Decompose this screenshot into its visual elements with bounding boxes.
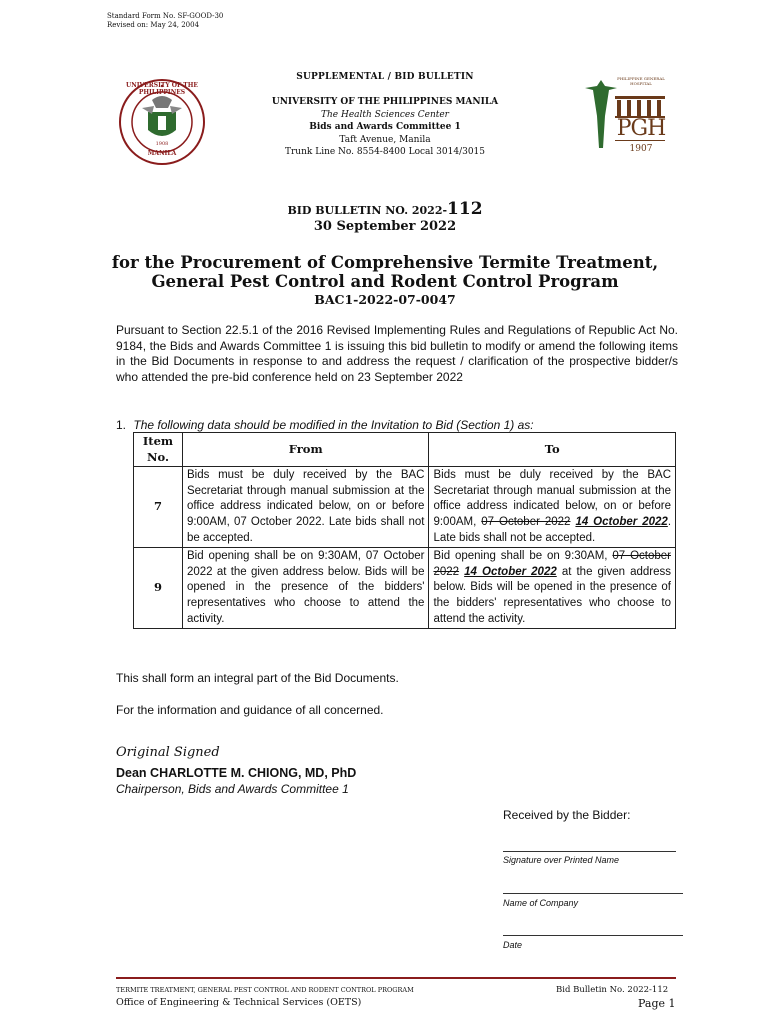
to-text-after: . Late bids shall not be accepted. bbox=[433, 515, 672, 544]
project-title-line1: for the Procurement of Comprehensive Termite Treatment, bbox=[111, 253, 659, 272]
closing-line-1: This shall form an integral part of the Bid Documents. bbox=[116, 671, 399, 685]
university-name: UNIVERSITY OF THE PHILIPPINES MANILA bbox=[271, 97, 499, 107]
footer-rule bbox=[116, 977, 676, 979]
signature-line bbox=[503, 851, 676, 852]
original-signed: Original Signed bbox=[116, 745, 220, 760]
signatory-title: Chairperson, Bids and Awards Committee 1 bbox=[116, 782, 349, 796]
pgh-top-text: PHILIPPINE GENERAL HOSPITAL bbox=[617, 76, 665, 86]
to-text-after: at the given address below. Bids will be opened in the presence of the bidders' representatives who choose to attend the activity. bbox=[433, 565, 672, 625]
committee-name: Bids and Awards Committee 1 bbox=[309, 122, 461, 132]
project-title bbox=[80, 253, 690, 291]
row-item-number: 9 bbox=[134, 548, 183, 629]
date-label: Date bbox=[503, 940, 523, 950]
pgh-letters: PGH bbox=[616, 116, 666, 141]
bulletin-number-suffix: 112 bbox=[447, 199, 483, 219]
signatory-name: Dean CHARLOTTE M. CHIONG, MD, PhD bbox=[116, 766, 357, 780]
row-from: Bids must be duly received by the BAC Secretariat through manual submission at the office address indicated below, on or before 9:00AM, 07 October 2022. Late bids shall not be accepted. bbox=[182, 467, 429, 548]
table-row bbox=[134, 467, 676, 548]
form-revision: Revised on: May 24, 2004 bbox=[107, 21, 200, 29]
signature-label: Signature over Printed Name bbox=[503, 855, 620, 865]
new-date: 14 October 2022 bbox=[464, 565, 557, 578]
row-item-number: 7 bbox=[134, 467, 183, 548]
footer-program: TERMITE TREATMENT, GENERAL PEST CONTROL AND RODENT CONTROL PROGRAM bbox=[116, 986, 414, 994]
table-header-row bbox=[134, 433, 676, 467]
up-manila-seal bbox=[118, 78, 206, 166]
table-row bbox=[134, 548, 676, 629]
project-title-line2: General Pest Control and Rodent Control Program bbox=[151, 272, 619, 291]
closing-line-2: For the information and guidance of all concerned. bbox=[116, 703, 384, 717]
date-line bbox=[503, 935, 683, 936]
struck-date: 07 October 2022 bbox=[433, 550, 671, 578]
row-to bbox=[429, 467, 676, 548]
footer-page: Page 1 bbox=[638, 997, 676, 1010]
company-line bbox=[503, 893, 683, 894]
form-number: Standard Form No. SF-GOOD-30 bbox=[107, 12, 224, 20]
header-to: To bbox=[429, 433, 676, 467]
address: Taft Avenue, Manila bbox=[339, 134, 431, 145]
seal-bottom-text: MANILA bbox=[147, 150, 177, 157]
item-list-heading bbox=[116, 418, 676, 432]
seal-top-text: UNIVERSITY OF THE PHILIPPINES bbox=[126, 82, 198, 96]
bulletin-number-prefix: BID BULLETIN NO. 2022- bbox=[287, 204, 448, 217]
trunk-line: Trunk Line No. 8554-8400 Local 3014/3015 bbox=[285, 147, 485, 157]
bulletin-number bbox=[80, 199, 690, 219]
new-date: 14 October 2022 bbox=[575, 515, 668, 528]
bulletin-date: 30 September 2022 bbox=[313, 219, 457, 234]
intro-paragraph: Pursuant to Section 22.5.1 of the 2016 Revised Implementing Rules and Regulations of Republic Act No. 9184, the Bids and Awards Committee 1 is issuing this bid bulletin to modify or amend the following items in the Bid Documents in response to and address the request / clarification of the prospective bidder/s who attended the pre-bid conference held on 23 September 2022 bbox=[116, 323, 678, 384]
form-meta bbox=[107, 12, 223, 30]
item-number: 1. bbox=[116, 418, 127, 432]
doc-type: SUPPLEMENTAL / BID BULLETIN bbox=[296, 72, 474, 82]
company-label: Name of Company bbox=[503, 898, 579, 908]
header-item: Item No. bbox=[134, 433, 183, 467]
footer-office: Office of Engineering & Technical Services (OETS) bbox=[116, 997, 362, 1008]
to-text-before: Bid opening shall be on 9:30AM, bbox=[433, 550, 608, 563]
seal-year: 1908 bbox=[155, 141, 169, 147]
center-name: The Health Sciences Center bbox=[321, 109, 449, 120]
amendments-table bbox=[133, 432, 676, 629]
to-text-before: Bids must be duly received by the BAC Secretariat through manual submission at the office address indicated below, on or before 9:00AM, bbox=[433, 469, 671, 528]
row-to bbox=[429, 548, 676, 629]
header-from: From bbox=[182, 433, 429, 467]
pgh-year: 1907 bbox=[629, 144, 653, 154]
pgh-logo bbox=[583, 76, 673, 156]
footer-bulletin-ref: Bid Bulletin No. 2022-112 bbox=[556, 985, 669, 995]
item-text: The following data should be modified in the Invitation to Bid (Section 1) as: bbox=[133, 418, 534, 432]
receipt-heading: Received by the Bidder: bbox=[503, 808, 631, 822]
header-block bbox=[220, 96, 550, 159]
project-code: BAC1-2022-07-0047 bbox=[314, 292, 456, 307]
struck-date: 07 October 2022 bbox=[481, 515, 571, 528]
row-from: Bid opening shall be on 9:30AM, 07 October 2022 at the given address below. Bids will be opened in the presence of the bidders' representatives who choose to attend the activity. bbox=[182, 548, 429, 629]
